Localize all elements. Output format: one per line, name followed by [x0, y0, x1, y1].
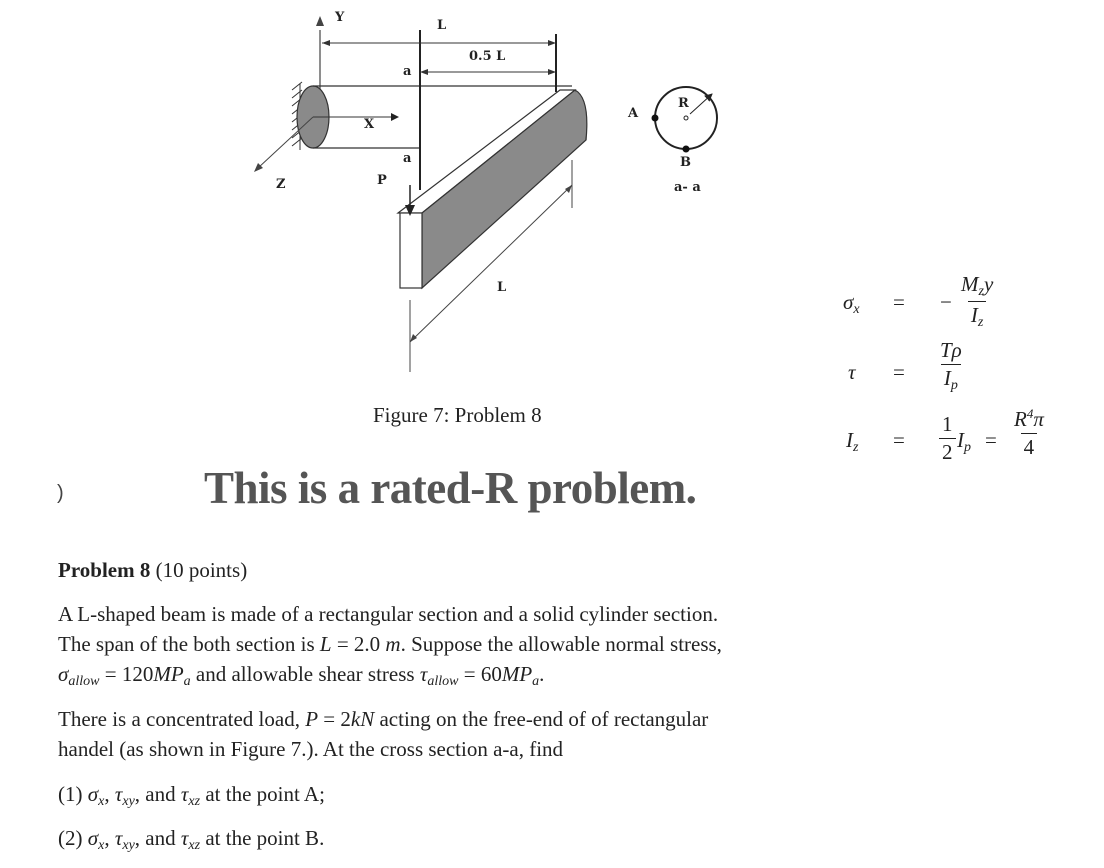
- question-item-2: (2) $\sigma_x$, $\tau_{xy}$, and $\tau_{xz}$ at the point B.: [58, 826, 325, 853]
- problem-paragraph-2: There is a concentrated load, P = 2kN acting on the free-end of of rectangular handel (as shown in Figure 7.). At the cross section a-a, find: [58, 707, 709, 761]
- label-z: Z: [276, 177, 286, 192]
- label-half-L: 0.5 L: [469, 49, 506, 64]
- label-a-bottom: a: [403, 151, 412, 166]
- center-dot: [684, 116, 688, 120]
- problem-heading: [58, 555, 247, 585]
- problem-paragraph-1: A L-shaped beam is made of a rectangular section and a solid cylinder section. The span of the both section is L = 2.0 m. Suppose the allowable normal stress, $\sigma_{allow} = 120MP_a$ and allowable shear stress $\tau_{allow} = 60MP_a$.: [58, 602, 722, 689]
- label-r: R: [678, 96, 689, 111]
- label-point-b: B: [680, 155, 691, 170]
- label-section: a- a: [674, 180, 701, 195]
- question-item-1: (1) $\sigma_x$, $\tau_{xy}$, and $\tau_{xz}$ at the point A;: [58, 782, 325, 809]
- label-y: Y: [335, 10, 345, 25]
- point-B-dot: [683, 146, 690, 153]
- equation-iz: $I_z$ = $\frac{1}{2}$ $I_p$ = $\frac{R^4\pi}{4}$: [846, 406, 1044, 464]
- paren: ): [57, 482, 64, 504]
- equation-tau: τ = $\frac{T\rho}{I_p}$: [848, 338, 962, 393]
- label-x: X: [364, 117, 375, 132]
- label-L-bottom: L: [497, 280, 507, 295]
- label-L-top: L: [437, 18, 447, 33]
- radius-line: [690, 94, 712, 114]
- figure-caption: Figure 7: Problem 8: [373, 403, 542, 427]
- label-p: P: [377, 173, 387, 188]
- rated-banner: This is a rated-R problem.: [204, 463, 697, 513]
- equation-sigma-x: $\sigma_x$ = − $M_zy$ $I_z$: [843, 272, 994, 330]
- beam-end-face: [400, 213, 422, 288]
- beam-figure: [0, 0, 760, 400]
- point-A-dot: [652, 115, 659, 122]
- label-a-top: a: [403, 64, 412, 79]
- problem-points: (10 points): [155, 558, 248, 582]
- problem-title: Problem 8: [58, 558, 151, 582]
- label-point-a: A: [628, 106, 639, 121]
- y-axis-arrow: [316, 16, 324, 26]
